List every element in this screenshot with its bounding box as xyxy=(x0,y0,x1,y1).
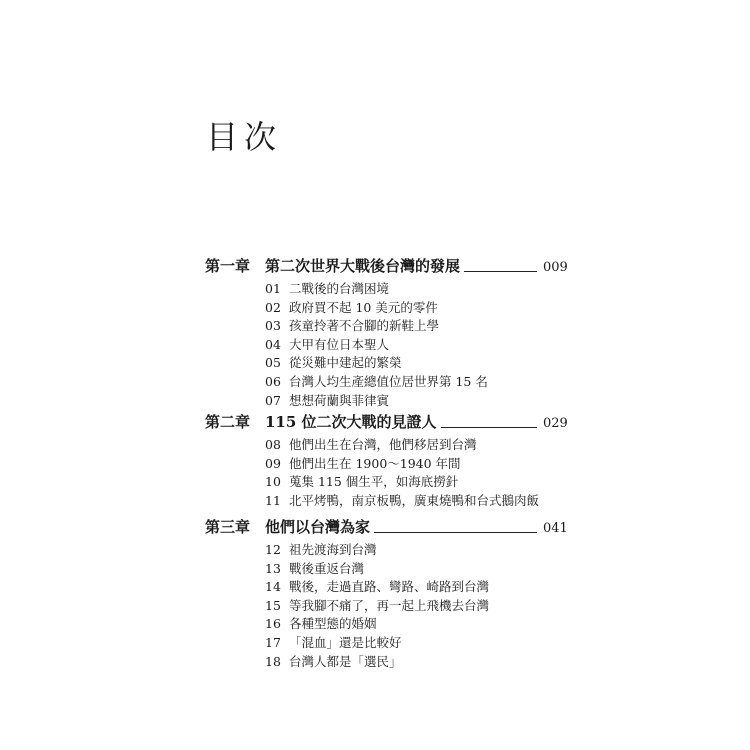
list-item xyxy=(265,336,585,355)
list-item xyxy=(265,492,585,511)
list-item xyxy=(265,299,585,318)
chapter-title: 115 位二次大戰的見證人 xyxy=(265,413,437,431)
chapter-heading xyxy=(205,256,585,276)
list-item xyxy=(265,634,585,653)
item-number: 16 xyxy=(265,616,281,632)
item-title: 台灣人都是「選民」 xyxy=(288,653,402,669)
item-title: 「混血」還是比較好 xyxy=(288,634,402,650)
item-number: 13 xyxy=(265,560,281,576)
leader-line xyxy=(464,270,537,272)
item-number: 01 xyxy=(265,281,281,296)
list-item xyxy=(265,653,585,672)
item-number: 03 xyxy=(265,318,281,334)
chapter-heading xyxy=(205,412,585,432)
section-list xyxy=(265,280,585,410)
item-title: 蒐集 115 個生平，如海底撈針 xyxy=(288,474,459,490)
chapter-label: 第三章 xyxy=(205,518,251,536)
item-title: 想想荷蘭與菲律賓 xyxy=(288,392,389,408)
chapter-page-number: 041 xyxy=(543,521,568,536)
chapter-3 xyxy=(205,517,585,671)
item-number: 08 xyxy=(265,437,281,452)
item-number: 05 xyxy=(265,355,281,371)
list-item xyxy=(265,280,585,299)
item-number: 07 xyxy=(265,392,281,408)
chapter-page-number: 029 xyxy=(543,416,568,431)
chapter-1 xyxy=(205,256,585,410)
item-title: 等我腳不痛了，再一起上飛機去台灣 xyxy=(288,597,489,613)
list-item xyxy=(265,578,585,597)
chapter-title: 第二次世界大戰後台灣的發展 xyxy=(265,257,461,275)
item-title: 他們出生在台灣，他們移居到台灣 xyxy=(288,437,477,452)
leader-line xyxy=(374,531,537,533)
item-title: 他們出生在 1900～1940 年間 xyxy=(288,455,461,471)
item-number: 06 xyxy=(265,373,281,389)
item-title: 戰後，走過直路、彎路、崎路到台灣 xyxy=(288,579,489,595)
section-list xyxy=(265,436,585,510)
list-item xyxy=(265,597,585,616)
item-title: 政府買不起 10 美元的零件 xyxy=(288,299,438,315)
list-item xyxy=(265,560,585,579)
item-number: 12 xyxy=(265,542,281,557)
item-number: 18 xyxy=(265,653,281,669)
item-number: 09 xyxy=(265,455,281,471)
list-item xyxy=(265,473,585,492)
item-title: 祖先渡海到台灣 xyxy=(288,542,377,557)
list-item xyxy=(265,373,585,392)
section-list xyxy=(265,541,585,671)
item-title: 大甲有位日本聖人 xyxy=(288,336,389,352)
item-number: 15 xyxy=(265,597,281,613)
item-title: 各種型態的婚姻 xyxy=(288,616,377,632)
list-item xyxy=(265,392,585,411)
item-title: 北平烤鴨，南京板鴨，廣東燒鴨和台式鵝肉飯 xyxy=(288,492,539,508)
chapter-label: 第一章 xyxy=(205,257,251,275)
item-number: 14 xyxy=(265,579,281,595)
item-title: 從災難中建起的繁榮 xyxy=(288,355,402,371)
item-title: 二戰後的台灣困境 xyxy=(288,281,389,296)
list-item xyxy=(265,354,585,373)
item-title: 戰後重返台灣 xyxy=(288,560,364,576)
item-number: 02 xyxy=(265,299,281,315)
item-number: 10 xyxy=(265,474,281,490)
leader-line xyxy=(441,426,537,428)
list-item xyxy=(265,541,585,560)
list-item xyxy=(265,436,585,455)
chapter-2 xyxy=(205,412,585,510)
item-number: 17 xyxy=(265,634,281,650)
item-number: 04 xyxy=(265,336,281,352)
chapter-label: 第二章 xyxy=(205,413,251,431)
chapter-title: 他們以台灣為家 xyxy=(265,518,371,536)
item-number: 11 xyxy=(265,492,281,508)
item-title: 孩童拎著不合腳的新鞋上學 xyxy=(288,318,439,334)
list-item xyxy=(265,317,585,336)
item-title: 台灣人均生產總值位居世界第 15 名 xyxy=(288,373,488,389)
chapter-heading xyxy=(205,517,585,537)
page-title: 目次 xyxy=(206,118,283,156)
list-item xyxy=(265,615,585,634)
chapter-page-number: 009 xyxy=(543,260,568,275)
list-item xyxy=(265,455,585,474)
